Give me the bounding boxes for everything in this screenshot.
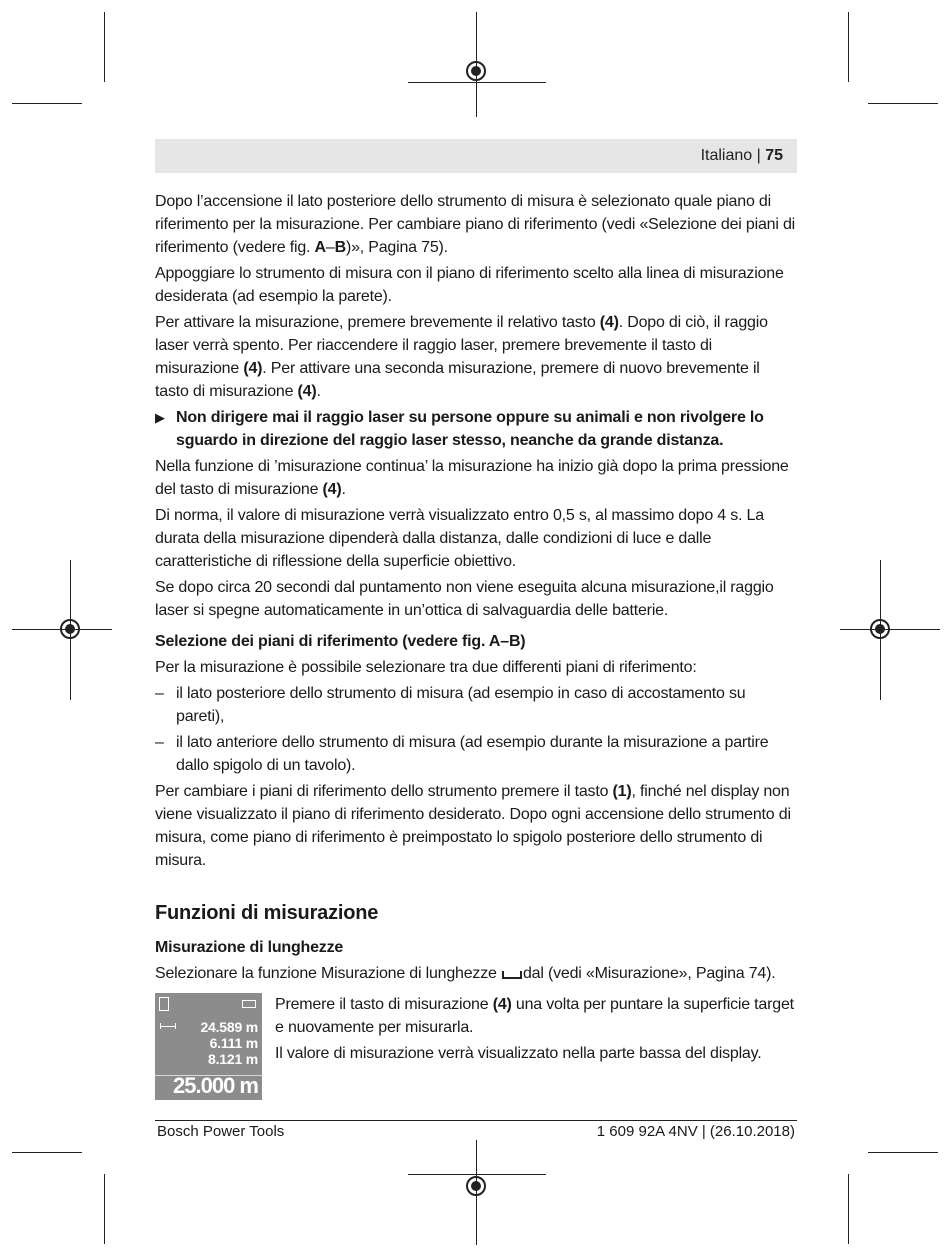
text: Selezionare la funzione Misurazione di lunghezze xyxy=(155,965,501,982)
paragraph xyxy=(155,190,797,259)
page-content xyxy=(155,190,797,1100)
section-heading: Funzioni di misurazione xyxy=(155,902,379,924)
length-measure-icon xyxy=(502,971,522,979)
registration-line xyxy=(408,1174,546,1175)
key-ref: (4) xyxy=(297,383,317,400)
footer-rule xyxy=(155,1120,797,1121)
paragraph xyxy=(155,962,797,985)
text: Dopo l’accensione il lato posteriore dello strumento di misura è selezionato quale piano di riferimento per la misurazione. Per cambiare piano di riferimento (vedi «Selezione dei piani di riferimento (vedere fig. xyxy=(155,193,795,256)
text: Premere il tasto di misurazione xyxy=(275,996,493,1013)
crop-mark xyxy=(868,1152,938,1153)
figure-ref: B xyxy=(334,239,346,256)
registration-mark-icon xyxy=(60,619,80,639)
list-item-text: il lato anteriore dello strumento di misura (ad esempio durante la misurazione a partire dallo spigolo di un tavolo). xyxy=(176,734,769,774)
lcd-display xyxy=(155,993,262,1100)
registration-line xyxy=(408,82,546,83)
crop-mark xyxy=(104,12,105,82)
text: . xyxy=(316,383,321,400)
footer-brand: Bosch Power Tools xyxy=(157,1123,285,1140)
page-header xyxy=(155,139,797,173)
section-subheading: Misurazione di lunghezze xyxy=(155,939,344,956)
display-description xyxy=(275,993,797,1100)
list-item-text: il lato posteriore dello strumento di misura (ad esempio in caso di accostamento su pareti), xyxy=(176,685,746,725)
text: . Dopo di ciò, il raggio laser verrà spento. Per riaccendere il raggio laser, premere brevemente il tasto di misurazione xyxy=(155,314,768,377)
warning-triangle-icon: ▶ xyxy=(155,410,165,425)
text: . xyxy=(341,481,346,498)
warning-text: Non dirigere mai il raggio laser su persone oppure su animali e non rivolgere lo sguardo in direzione del raggio laser stesso, neanche da grande distanza. xyxy=(176,409,764,449)
text: una volta per puntare la superficie target e nuovamente per misurarla. xyxy=(275,996,794,1036)
lcd-result: 25.000 m xyxy=(173,1073,258,1098)
registration-mark-icon xyxy=(466,1176,486,1196)
text: – xyxy=(325,239,335,256)
text: . Per attivare una seconda misurazione, premere di nuovo brevemente il tasto di misurazione xyxy=(155,360,760,400)
crop-mark xyxy=(12,1152,82,1153)
crop-mark xyxy=(12,103,82,104)
lcd-line: 24.589 m xyxy=(200,1019,258,1035)
paragraph xyxy=(155,311,797,403)
text: )», Pagina 75). xyxy=(345,239,448,256)
lcd-line: 6.111 m xyxy=(209,1035,258,1051)
text: Per cambiare i piani di riferimento dello strumento premere il tasto xyxy=(155,783,613,800)
paragraph xyxy=(155,455,797,501)
key-ref: (1) xyxy=(612,783,632,800)
device-icon xyxy=(159,997,169,1011)
text: dal (vedi «Misurazione», Pagina 74). xyxy=(522,965,776,982)
paragraph: Di norma, il valore di misurazione verrà visualizzato entro 0,5 s, al massimo dopo 4 s. La durata della misurazione dipenderà dalla distanza, dalle condizioni di luce e dalle caratteristiche di riflessione della superficie obiettivo. xyxy=(155,507,764,570)
figure-ref: A xyxy=(314,239,326,256)
list-dash: – xyxy=(155,734,164,751)
list-item xyxy=(155,682,797,728)
crop-mark xyxy=(848,12,849,82)
paragraph: Per la misurazione è possibile selezionare tra due differenti piani di riferimento: xyxy=(155,659,697,676)
registration-line xyxy=(840,629,940,630)
registration-mark-icon xyxy=(466,61,486,81)
key-ref: (4) xyxy=(243,360,263,377)
warning-notice xyxy=(155,406,797,452)
key-ref: (4) xyxy=(322,481,342,498)
text: , finché nel display non viene visualizzato il piano di riferimento desiderato. Dopo ogni accensione dello strumento di misura, come piano di riferimento è preimpostato lo spigolo posteriore dello strumento di misura. xyxy=(155,783,791,869)
header-language: Italiano xyxy=(700,147,753,164)
paragraph xyxy=(155,780,797,872)
text: Per attivare la misurazione, premere brevemente il relativo tasto xyxy=(155,314,600,331)
page-number: 75 xyxy=(765,147,783,164)
paragraph: Appoggiare lo strumento di misura con il piano di riferimento scelto alla linea di misurazione desiderata (ad esempio la parete). xyxy=(155,265,784,305)
battery-icon xyxy=(242,1000,256,1008)
paragraph xyxy=(275,993,797,1039)
text: Nella funzione di ’misurazione continua’ la misurazione ha inizio già dopo la prima pressione del tasto di misurazione xyxy=(155,458,789,498)
footer-doc-id: 1 609 92A 4NV | (26.10.2018) xyxy=(596,1123,795,1140)
paragraph: Se dopo circa 20 secondi dal puntamento non viene eseguita alcuna misurazione,il raggio laser si spegne automaticamente in un’ottica di salvaguardia delle batterie. xyxy=(155,579,774,619)
paragraph: Il valore di misurazione verrà visualizzato nella parte bassa del display. xyxy=(275,1045,762,1062)
crop-mark xyxy=(104,1174,105,1244)
key-ref: (4) xyxy=(492,996,512,1013)
lcd-line: 8.121 m xyxy=(208,1051,258,1067)
section-subheading: Selezione dei piani di riferimento (vedere fig. A–B) xyxy=(155,633,526,650)
display-example xyxy=(155,993,797,1100)
crop-mark xyxy=(868,103,938,104)
crop-mark xyxy=(848,1174,849,1244)
length-icon xyxy=(160,1023,176,1029)
list-item xyxy=(155,731,797,777)
lcd-values xyxy=(200,1019,258,1067)
list-dash: – xyxy=(155,685,164,702)
registration-mark-icon xyxy=(870,619,890,639)
header-separator: | xyxy=(752,147,766,164)
header-text xyxy=(701,147,783,165)
key-ref: (4) xyxy=(599,314,619,331)
